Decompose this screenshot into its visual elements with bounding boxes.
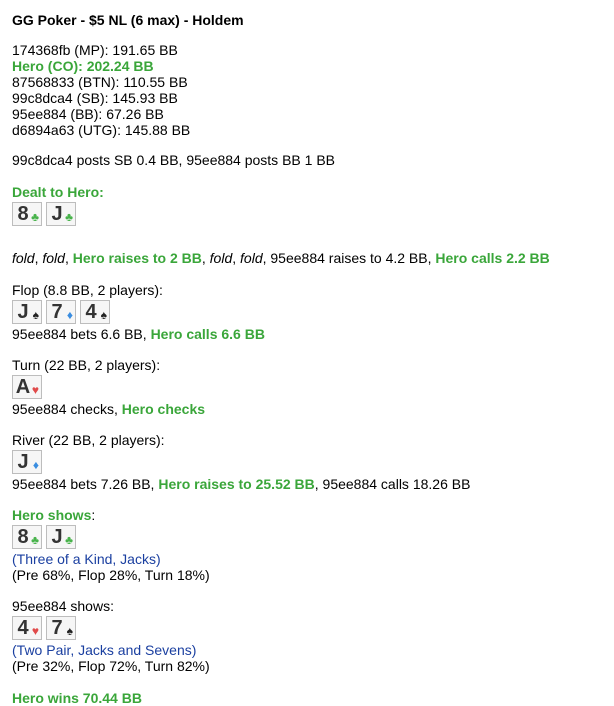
villain-bet: 95ee884 bets 6.6 BB, bbox=[12, 326, 151, 342]
villain-show-cards bbox=[12, 616, 602, 640]
villain-call: , 95ee884 calls 18.26 BB bbox=[314, 476, 471, 492]
playing-card bbox=[12, 450, 42, 474]
villain-show-label: 95ee884 shows: bbox=[12, 598, 114, 614]
suit-icon: ♣ bbox=[31, 533, 39, 547]
player-position: BTN bbox=[82, 74, 111, 90]
flop-cards bbox=[12, 300, 602, 324]
hero-raise: Hero raises to 25.52 BB bbox=[158, 476, 315, 492]
card-rank: 4 bbox=[85, 301, 97, 323]
player-line: 95ee884 (BB): 67.26 BB bbox=[12, 106, 164, 122]
playing-card bbox=[46, 300, 76, 324]
separator: , bbox=[201, 250, 210, 266]
playing-card bbox=[46, 525, 76, 549]
suit-icon: ♣ bbox=[65, 210, 73, 224]
card-rank: J bbox=[17, 301, 29, 323]
player-stack: 202.24 BB bbox=[86, 58, 154, 74]
flop-actions bbox=[12, 326, 602, 342]
separator: , bbox=[232, 250, 241, 266]
villain-bet: 95ee884 bets 7.26 BB, bbox=[12, 476, 159, 492]
hero-check: Hero checks bbox=[121, 401, 206, 417]
playing-card bbox=[12, 525, 42, 549]
player-name: 99c8dca4 bbox=[12, 90, 73, 106]
suit-icon: ♠ bbox=[32, 308, 39, 322]
player-name: 95ee884 bbox=[12, 106, 67, 122]
suit-icon: ♦ bbox=[66, 308, 73, 322]
suit-icon: ♣ bbox=[31, 210, 39, 224]
player-name: d6894a63 bbox=[12, 122, 75, 138]
card-rank: J bbox=[51, 526, 63, 548]
river-header: River (22 BB, 2 players): bbox=[12, 432, 165, 448]
player-list bbox=[12, 42, 602, 138]
river-actions bbox=[12, 476, 602, 492]
player-position: CO bbox=[52, 58, 74, 74]
player-position: BB bbox=[75, 106, 94, 122]
result: Hero wins 70.44 BB bbox=[12, 690, 142, 706]
card-rank: 7 bbox=[51, 301, 63, 323]
page-title: GG Poker - $5 NL (6 max) - Holdem bbox=[12, 12, 244, 28]
turn-cards bbox=[12, 375, 602, 399]
player-position: SB bbox=[81, 90, 100, 106]
turn-header: Turn (22 BB, 2 players): bbox=[12, 357, 161, 373]
suit-icon: ♦ bbox=[32, 458, 39, 472]
fold-action: fold bbox=[12, 250, 35, 266]
villain-equity: (Pre 32%, Flop 72%, Turn 82%) bbox=[12, 658, 210, 674]
playing-card bbox=[46, 202, 76, 226]
card-rank: 4 bbox=[17, 617, 29, 639]
hero-call: Hero calls 2.2 BB bbox=[435, 250, 550, 266]
colon: : bbox=[91, 507, 96, 523]
card-rank: 8 bbox=[17, 203, 29, 225]
preflop-actions bbox=[12, 250, 602, 266]
hero-show-cards bbox=[12, 525, 602, 549]
player-stack: 145.93 BB bbox=[112, 90, 178, 106]
card-rank: J bbox=[51, 203, 63, 225]
player-position: UTG bbox=[82, 122, 113, 138]
fold-action: fold bbox=[240, 250, 263, 266]
player-name: 174368fb bbox=[12, 42, 71, 58]
playing-card bbox=[12, 375, 42, 399]
playing-card bbox=[46, 616, 76, 640]
player-position: MP bbox=[78, 42, 100, 58]
player-line: Hero (CO): 202.24 BB bbox=[12, 58, 154, 74]
player-line: 99c8dca4 (SB): 145.93 BB bbox=[12, 90, 178, 106]
playing-card bbox=[12, 202, 42, 226]
villain-check: 95ee884 checks, bbox=[12, 401, 122, 417]
villain-hand-desc: (Two Pair, Jacks and Sevens) bbox=[12, 642, 197, 658]
player-stack: 67.26 BB bbox=[106, 106, 164, 122]
card-rank: A bbox=[15, 376, 31, 398]
hero-hand-desc: (Three of a Kind, Jacks) bbox=[12, 551, 161, 567]
player-line: 174368fb (MP): 191.65 BB bbox=[12, 42, 178, 58]
player-line: d6894a63 (UTG): 145.88 BB bbox=[12, 122, 191, 138]
card-rank: J bbox=[17, 451, 29, 473]
turn-actions bbox=[12, 401, 602, 417]
hero-equity: (Pre 68%, Flop 28%, Turn 18%) bbox=[12, 567, 210, 583]
fold-action: fold bbox=[42, 250, 65, 266]
hero-show-label bbox=[12, 507, 602, 523]
hero-raise: Hero raises to 2 BB bbox=[72, 250, 202, 266]
blinds-line: 99c8dca4 posts SB 0.4 BB, 95ee884 posts BB 1 BB bbox=[12, 152, 335, 168]
villain-raise: , 95ee884 raises to 4.2 BB, bbox=[262, 250, 436, 266]
suit-icon: ♠ bbox=[66, 624, 73, 638]
river-cards bbox=[12, 450, 602, 474]
player-stack: 145.88 BB bbox=[124, 122, 191, 138]
hero-call: Hero calls 6.6 BB bbox=[150, 326, 265, 342]
suit-icon: ♥ bbox=[31, 383, 39, 397]
playing-card bbox=[12, 300, 42, 324]
player-line: 87568833 (BTN): 110.55 BB bbox=[12, 74, 188, 90]
player-stack: 191.65 BB bbox=[112, 42, 178, 58]
player-name: 87568833 bbox=[12, 74, 75, 90]
playing-card bbox=[80, 300, 110, 324]
card-rank: 8 bbox=[17, 526, 29, 548]
card-rank: 7 bbox=[51, 617, 63, 639]
suit-icon: ♠ bbox=[100, 308, 107, 322]
player-name: Hero bbox=[12, 58, 44, 74]
dealt-label: Dealt to Hero: bbox=[12, 184, 104, 200]
suit-icon: ♣ bbox=[65, 533, 73, 547]
suit-icon: ♥ bbox=[31, 624, 39, 638]
separator: , bbox=[64, 250, 73, 266]
separator: , bbox=[34, 250, 43, 266]
hero-shows: Hero shows bbox=[12, 507, 92, 523]
fold-action: fold bbox=[209, 250, 233, 266]
player-stack: 110.55 BB bbox=[123, 74, 188, 90]
flop-header: Flop (8.8 BB, 2 players): bbox=[12, 282, 163, 298]
playing-card bbox=[12, 616, 42, 640]
hero-cards bbox=[12, 202, 602, 226]
